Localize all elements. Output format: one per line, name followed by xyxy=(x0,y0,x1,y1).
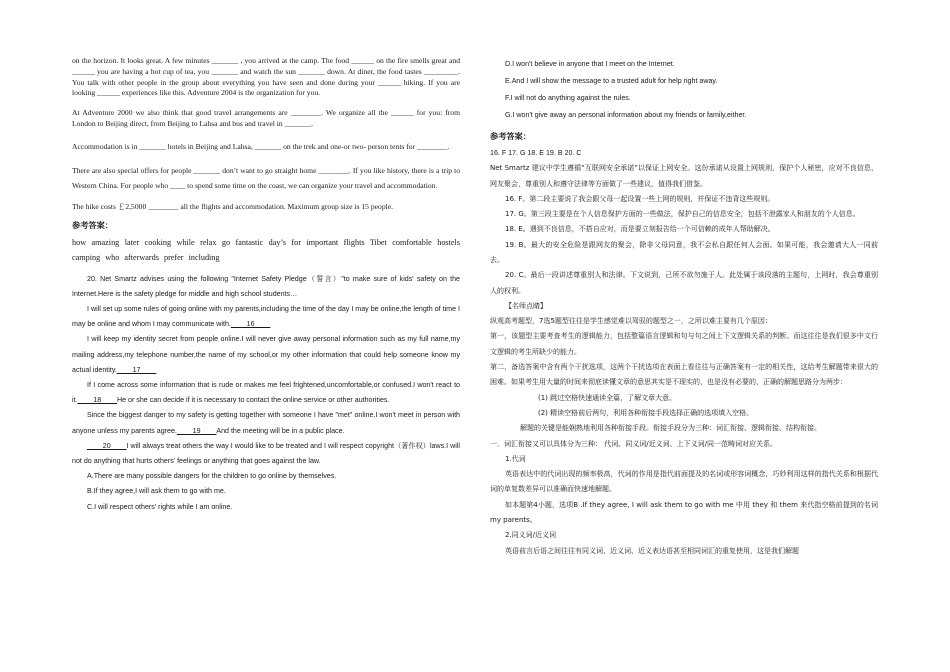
option-d: D.I won't believe in anyone that I meet on the Internet. xyxy=(505,60,675,68)
explanation-16: 16. F。第二段主要说了我会跟父母一起设置一些上网的规则，并保证不违背这些规则。 xyxy=(505,194,775,203)
tip-step-1: (1) 跳过空格快速通读全篇，了解文章大意。 xyxy=(538,393,677,402)
tip-paragraph: 第一，该题型主要考查考生的逻辑能力，包括整篇语言逻辑和句与句之间上下文逻辑关系的判断。而这往往是我们很多中文行文逻辑的考生所缺少的能力。 xyxy=(490,332,878,356)
option-b: B.If they agree,I will ask them to go with me. xyxy=(87,487,226,496)
option-f: F.I will not do anything against the rules. xyxy=(505,94,631,102)
blank-17: ____17____ xyxy=(116,365,157,374)
tip-subheading: 1.代词 xyxy=(505,454,526,463)
pledge-paragraph-2: I will keep my identity secret from people online.I will never give away personal information such as my full name,my mailing address,my telephone number,the name of my school,or my other information that could help someone know my actual identity.____17____ xyxy=(72,335,460,374)
tip-step-2: (2) 精读空格前后两句，利用各种衔接手段选择正确的选项填入空格。 xyxy=(538,408,754,417)
passage-paragraph: on the horizon. It looks great. A few minutes _______ , you arrived at the camp. The food ______ on the fire smells great and ______ you are having a hot cup of tea, you _______ and watch the sun _______ down. At diner, the food tastes _________. You talk with other people in the group about everything you have seen and done during your ______ hiking. If you are looking ______ experiences like this. Adventure 2004 is the organization for you. xyxy=(72,56,460,98)
pledge-paragraph-5: ____20____I will always treat others the way I would like to be treated and I will respect copyright（著作权）laws.I will not do anything that hurts others' feelings or anything that goes against the law. xyxy=(72,441,460,466)
blank-16: ____16____ xyxy=(230,320,271,329)
tip-paragraph: 第二，备选答案中含有两个干扰选项，这两个干扰选项在表面上看往往与正确答案有一定的相关性，这给考生解题带来很大的困难。如果考生用大量的时间来彻底读懂文章的意思其实是不现实的，也是没有必要的，正确的解题思路分为两步： xyxy=(490,363,878,387)
pledge-paragraph-3: If I come across some information that is rude or makes me feel frightened,uncomfortable,or confused.I won't react to it.____18____He or she can decide if it is necessary to contact the online service or other authorities. xyxy=(72,381,460,405)
answer-heading: 参考答案： xyxy=(490,131,531,141)
passage-paragraph: There are also special offers for people _______ don’t want to go straight home ________. If you like history, there is a trip to Western China. For people who ____ to spend some time on the coast, we can organize your travel and accommodation. xyxy=(72,165,460,190)
tip-paragraph: 纵观高考题型，7选5题型往往是学生感觉难以驾驭的题型之一，之所以难主要有几个原因： xyxy=(490,317,772,326)
tip-paragraph: 英语表达中的代词出现的频率极高，代词的作用是指代前面提及的名词或形容词概念，巧妙利用这样的指代关系和根据代词的单复数差异可以准确而快速地解题。 xyxy=(490,470,878,494)
answer-word-list: how amazing later cooking while relax go fantastic day’s for important flights Tibet comfortable hostels camping who afterwards prefer including xyxy=(72,237,460,263)
option-c: C.I will respect others' rights while I am online. xyxy=(87,502,233,511)
tip-paragraph: 解题的关键是能娴熟地利用各种衔接手段。衔接手段分为三种：词汇衔接、逻辑衔接、结构衔接。 xyxy=(520,424,821,433)
tip-subheading: 2.同义词/近义词 xyxy=(505,531,557,540)
option-e: E.And I will show the message to a trusted adult for help right away. xyxy=(505,77,718,85)
answer-key: 16. F 17. G 18. E 19. B 20. C xyxy=(490,149,582,157)
passage-paragraph: At Adventure 2000 we also think that good travel arrangements are ________. We organize all the ______ for you: from London to Beijing direct, from Beijing to Lahsa and bus and travel in _______. xyxy=(72,108,460,128)
option-g: G.I won't give away an personal information about my friends or family,either. xyxy=(505,111,747,119)
explanation-20: 20. C。最后一段讲述尊重别人和法律。下文说到，己所不欲勿施于人。此处属于该段落的主题句，上网时，我会尊重别人的权利。 xyxy=(490,271,878,295)
tip-paragraph: 一．词汇衔接又可以具体分为三种： 代词、同义词/近义词、上下义词/同一范畴词对应关系。 xyxy=(490,439,777,448)
passage-paragraph: The hike costs ￡2,5000 ________ all the flights and accommodation. Maximum group size is 15 people. xyxy=(72,201,393,211)
option-a: A.There are many possible dangers for the children to go online by themselves. xyxy=(87,472,337,481)
blank-19: ____19____ xyxy=(176,426,217,435)
blank-18: ____18____ xyxy=(77,396,117,405)
right-column xyxy=(490,56,878,559)
explanation-17: 17. G。第三段主要是在个人信息保护方面的一些做法，保护自己的信息安全，包括不泄露家人和朋友的个人信息。 xyxy=(505,210,860,219)
explanation-19: 19. B。最大的安全危险是跟网友的聚会，除非父母同意，我不会私自跟任何人会面。如果可能，我会邀请大人一同前去。 xyxy=(490,240,878,264)
blank-20: ____20____ xyxy=(87,441,127,450)
pledge-paragraph-4: Since the biggest danger to my safety is getting together with someone I have "met" online,I won't meet in person with anyone unless my parents agree.____19____And the meeting will be in a public place. xyxy=(72,411,460,435)
tip-heading: 【名师点睛】 xyxy=(505,301,547,310)
passage-paragraph: Accommodation is in _______ hotels in Beijing and Lahsa, _______ on the trek and one-or two- person tents for ________. xyxy=(72,141,450,151)
left-column xyxy=(72,56,460,515)
tip-paragraph: 英语前言后语之间往往有同义词、近义词、近义表达语甚至相同词汇的重复使用，这是我们解题 xyxy=(505,546,799,555)
explanation-intro: Net Smartz 建议中学生遵循“互联网安全承诺”以保证上网安全。这份承诺从设置上网规则，保护个人秘密，应对不良信息，网友聚会，尊重别人和遵守法律等方面做了一些建议，值得我们借鉴。 xyxy=(490,164,878,188)
explanation-18: 18. E。遇到不良信息，不搭自应对，而是要立刻报告给一个可信赖的成年人帮助解决。 xyxy=(505,225,775,234)
tip-paragraph: 如本题第4小题，选项B .If they agree, I will ask them to go with me 中用 they 和 them 来代指空格前提到的名词 my parents。 xyxy=(490,500,878,525)
question-20-intro: 20. Net Smartz advises using the following "Internet Safety Pledge（誓言）"to make sure of kids' safety on the Internet.Here is the safety pledge for middle and high school students… xyxy=(72,274,460,298)
pledge-paragraph-1: I will set up some rules of going online with my parents,including the time of the day I may be online,the length of time I may be online and whom I may communicate with.____16____ xyxy=(72,304,460,329)
answer-heading: 参考答案： xyxy=(72,219,113,230)
